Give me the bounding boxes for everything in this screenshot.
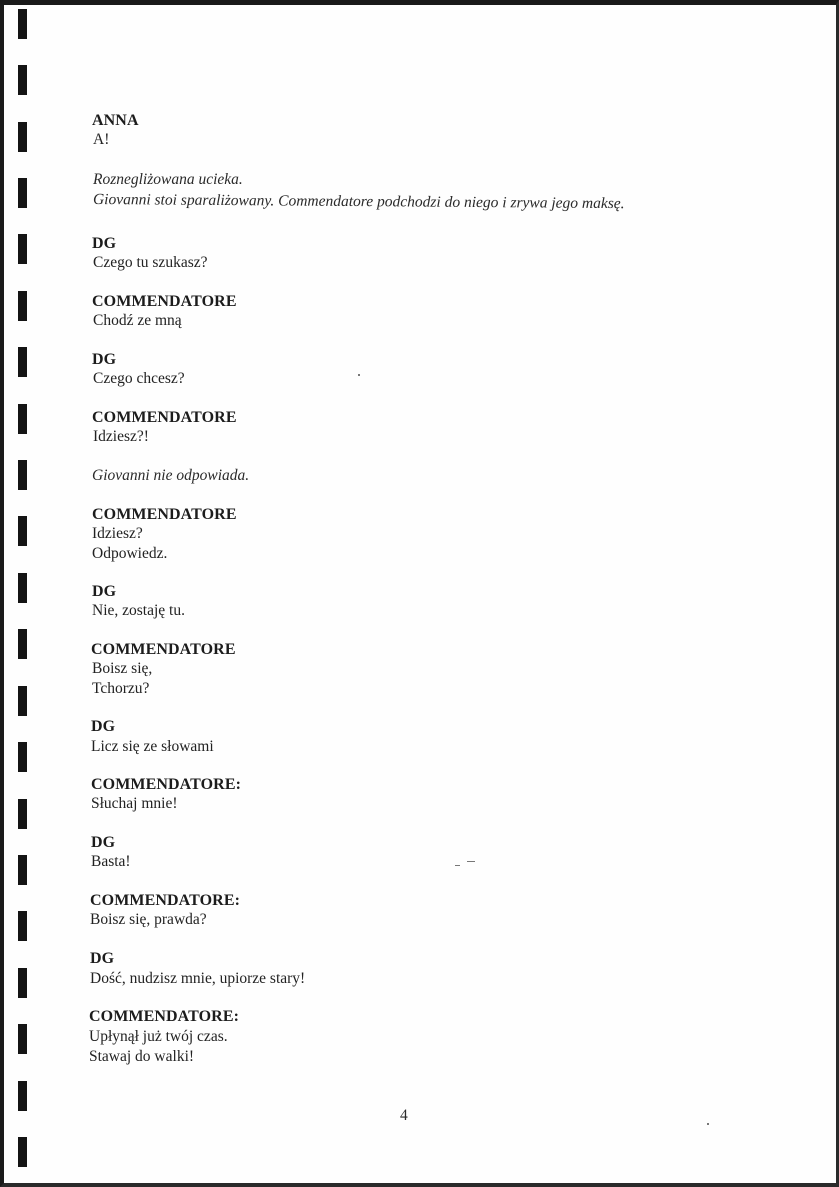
dialogue-line: Basta! (91, 853, 131, 870)
speaker-name: DG (91, 834, 116, 851)
speaker-name: DG (92, 235, 117, 252)
binding-mark (18, 573, 27, 603)
binding-mark (18, 122, 27, 152)
dialogue-line: Idziesz?! (93, 428, 149, 445)
speaker-name: DG (90, 950, 115, 967)
binding-mark (18, 1081, 27, 1111)
dialogue-line: Odpowiedz. (92, 545, 168, 562)
speaker-name: COMMENDATORE (92, 409, 237, 426)
speaker-name: DG (92, 583, 117, 600)
binding-mark (18, 1137, 27, 1167)
binding-mark (18, 234, 27, 264)
dialogue-line: Chodź ze mną (93, 312, 182, 329)
binding-mark (18, 742, 27, 772)
binding-mark (18, 178, 27, 208)
page-number: 4 (400, 1107, 408, 1124)
speaker-name: DG (92, 351, 117, 368)
binding-mark (18, 460, 27, 490)
stage-direction: Giovanni nie odpowiada. (92, 467, 250, 484)
speaker-name: COMMENDATORE (92, 293, 237, 310)
binding-mark (18, 686, 27, 716)
scan-speck (467, 861, 475, 862)
dialogue-line: A! (93, 131, 110, 148)
speaker-name: COMMENDATORE: (90, 892, 241, 909)
binding-mark (18, 855, 27, 885)
dialogue-line: Upłynął już twój czas. (89, 1028, 228, 1045)
speaker-name: DG (91, 718, 116, 735)
speaker-name: COMMENDATORE: (89, 1008, 240, 1025)
dialogue-line: Czego chcesz? (93, 370, 185, 387)
dialogue-line: Nie, zostaję tu. (92, 602, 185, 619)
binding-mark (18, 799, 27, 829)
binding-mark (18, 968, 27, 998)
dialogue-line: Słuchaj mnie! (91, 795, 178, 812)
dialogue-line: Licz się ze słowami (91, 738, 214, 755)
dialogue-line: Boisz się, prawda? (90, 911, 207, 928)
dialogue-line: Idziesz? (92, 525, 143, 542)
binding-mark (18, 1024, 27, 1054)
stage-direction: Roznegliżowana ucieka. (93, 171, 243, 188)
binding-mark (18, 516, 27, 546)
scan-speck (707, 1123, 709, 1125)
binding-mark (18, 291, 27, 321)
dialogue-line: Tchorzu? (92, 680, 150, 697)
binding-mark (18, 911, 27, 941)
stage-direction: Giovanni stoi sparaliżowany. Commendatore podchodzi do niego i zrywa jego maksę. (92, 191, 625, 213)
speaker-name: COMMENDATORE (91, 641, 236, 658)
scan-speck (358, 374, 360, 376)
dialogue-line: Czego tu szukasz? (93, 254, 208, 271)
binding-mark (18, 404, 27, 434)
speaker-name: COMMENDATORE: (91, 776, 242, 793)
binding-mark (18, 347, 27, 377)
speaker-name: COMMENDATORE (92, 506, 237, 523)
binding-mark (18, 629, 27, 659)
binding-mark (18, 65, 27, 95)
dialogue-line: Boisz się, (92, 660, 153, 677)
speaker-name: ANNA (92, 112, 139, 129)
scan-speck (455, 865, 460, 866)
binding-mark (18, 9, 27, 39)
dialogue-line: Stawaj do walki! (89, 1048, 195, 1065)
dialogue-line: Dość, nudzisz mnie, upiorze stary! (90, 970, 306, 987)
